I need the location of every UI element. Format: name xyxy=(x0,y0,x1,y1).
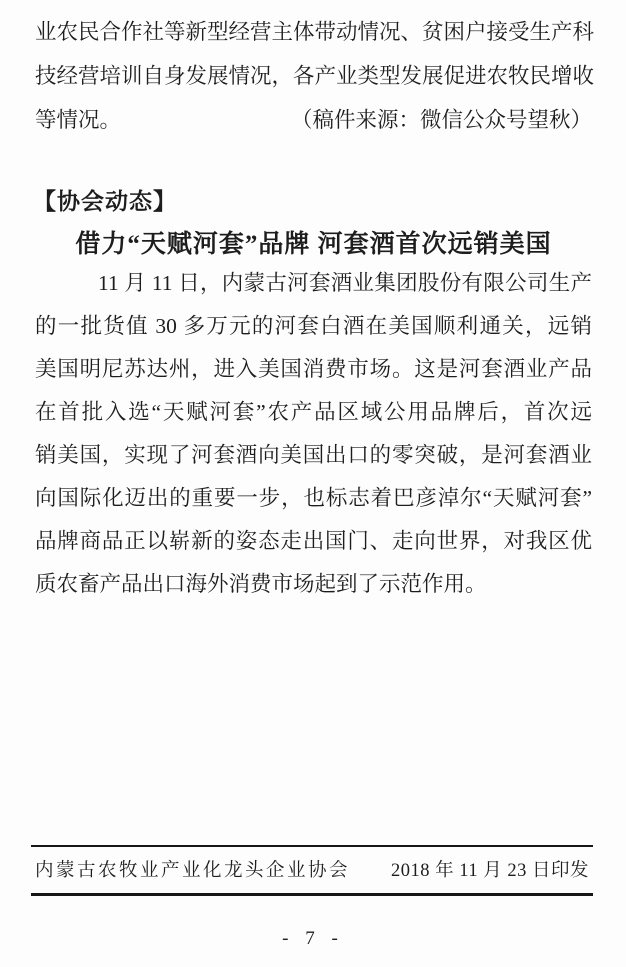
page-number: - 7 - xyxy=(282,928,344,949)
source-note: （稿件来源：微信公众号望秋） xyxy=(290,108,592,132)
article-body xyxy=(35,262,592,606)
body-line: 质农畜产品出口海外消费市场起到了示范作用。 xyxy=(35,572,487,596)
body-line: 销美国，实现了河套酒向美国出口的零突破，是河套酒业 xyxy=(35,443,592,467)
intro-paragraph xyxy=(35,10,595,142)
body-line: 向国际化迈出的重要一步，也标志着巴彦淖尔“天赋河套” xyxy=(35,486,592,510)
intro-line-end: 等情况。 xyxy=(35,108,122,132)
body-line: 在首批入选“天赋河套”农产品区域公用品牌后，首次远 xyxy=(35,400,592,424)
body-line: 品牌商品正以崭新的姿态走出国门、走向世界，对我区优 xyxy=(35,529,592,553)
intro-last-line xyxy=(35,98,592,142)
article-title: 借力“天赋河套”品牌 河套酒首次远销美国 xyxy=(75,231,552,258)
footer-print-date: 2018 年 11 月 23 日印发 xyxy=(391,861,589,881)
body-line: 美国明尼苏达州，进入美国消费市场。这是河套酒业产品 xyxy=(35,357,592,381)
footer-issuer: 内蒙古农牧业产业化龙头企业协会 xyxy=(35,861,351,881)
intro-line: 业农民合作社等新型经营主体带动情况、贫困户接受生产科 xyxy=(35,20,595,44)
footer-colophon xyxy=(31,845,593,896)
section-header: 【协会动态】 xyxy=(33,188,177,214)
body-line: 11 月 11 日，内蒙古河套酒业集团股份有限公司生产 xyxy=(98,271,592,295)
intro-line: 技经营培训自身发展情况，各产业类型发展促进农牧民增收 xyxy=(35,64,595,88)
body-line: 的一批货值 30 多万元的河套白酒在美国顺利通关，远销 xyxy=(35,314,592,338)
